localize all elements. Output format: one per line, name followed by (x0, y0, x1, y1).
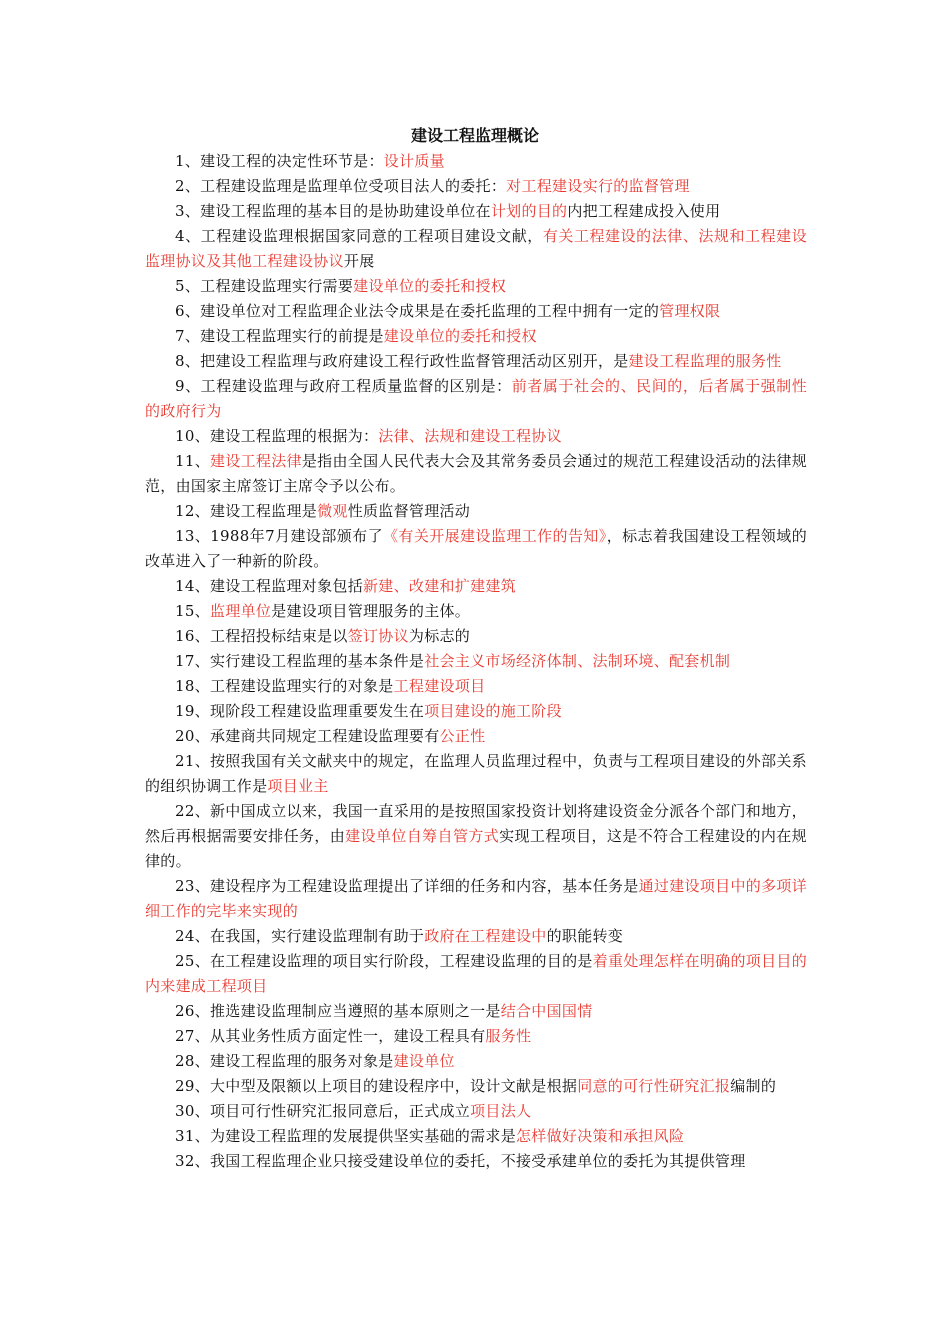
list-item (145, 649, 807, 674)
question-text: 编制的 (730, 1077, 777, 1095)
list-item (145, 149, 807, 174)
answer-text: 怎样做好决策和承担风险 (516, 1127, 685, 1145)
answer-text: 公正性 (439, 727, 486, 745)
question-text: 30、项目可行性研究汇报同意后，正式成立 (175, 1102, 471, 1120)
question-text: 8、把建设工程监理与政府建设工程行政性监督管理活动区别开，是 (175, 352, 629, 370)
list-item (145, 1149, 807, 1174)
list-item (145, 1074, 807, 1099)
question-list (145, 149, 807, 1174)
list-item (145, 299, 807, 324)
answer-text: 微观 (317, 502, 348, 520)
answer-text: 结合中国国情 (500, 1002, 593, 1020)
list-item (145, 874, 807, 924)
answer-text: 着重处理怎样在明确的项目目的内来建成工程项目 (145, 952, 808, 995)
answer-text: 服务性 (485, 1027, 532, 1045)
question-text: 28、建设工程监理的服务对象是 (175, 1052, 394, 1070)
question-text: 为标志的 (408, 627, 471, 645)
question-text: 4、工程建设监理根据国家同意的工程项目建设文献， (175, 227, 543, 245)
document-title: 建设工程监理概论 (410, 126, 539, 145)
question-text: 20、承建商共同规定工程建设监理要有 (175, 727, 440, 745)
question-text: 5、工程建设监理实行需要 (175, 277, 354, 295)
question-text: 是指由全国人民代表大会及其常务委员会通过的规范工程建设活动的法律规范，由国家主席签订主席令予以公布。 (145, 452, 807, 495)
answer-text: 有关工程建设的法律、法规和工程建设监理协议及其他工程建设协议 (145, 227, 808, 270)
list-item (145, 374, 807, 424)
answer-text: 前者属于社会的、民间的，后者属于强制性的政府行为 (145, 377, 807, 420)
list-item (145, 349, 807, 374)
question-text: 实现工程项目，这是不符合工程建设的内在规律的。 (145, 827, 807, 870)
list-item (145, 724, 807, 749)
question-text: 17、实行建设工程监理的基本条件是 (175, 652, 425, 670)
answer-text: 对工程建设实行的监督管理 (506, 177, 690, 195)
list-item (145, 449, 807, 499)
list-item (145, 999, 807, 1024)
question-text: 1、建设工程的决定性环节是： (175, 152, 384, 170)
question-text: 10、建设工程监理的根据为： (175, 427, 379, 445)
list-item (145, 699, 807, 724)
answer-text: 项目法人 (470, 1102, 532, 1120)
answer-text: 建设单位的委托和授权 (353, 277, 507, 295)
list-item (145, 599, 807, 624)
answer-text: 工程建设项目 (393, 677, 486, 695)
list-item (145, 324, 807, 349)
list-item (145, 1099, 807, 1124)
question-text: 25、在工程建设监理的项目实行阶段，工程建设监理的目的是 (175, 952, 593, 970)
list-item (145, 524, 807, 574)
question-text: 29、大中型及限额以上项目的建设程序中，设计文献是根据 (175, 1077, 578, 1095)
answer-text: 政府在工程建设中 (424, 927, 547, 945)
answer-text: 设计质量 (383, 152, 445, 170)
question-text: 3、建设工程监理的基本目的是协助建设单位在 (175, 202, 491, 220)
list-item (145, 674, 807, 699)
question-text: 32、我国工程监理企业只接受建设单位的委托，不接受承建单位的委托为其提供管理 (175, 1152, 746, 1170)
answer-text: 建设单位 (393, 1052, 455, 1070)
question-text: 16、工程招投标结束是以 (175, 627, 348, 645)
question-text: 31、为建设工程监理的发展提供坚实基础的需求是 (175, 1127, 516, 1145)
answer-text: 监理单位 (210, 602, 272, 620)
question-text: 18、工程建设监理实行的对象是 (175, 677, 394, 695)
question-text: 27、从其业务性质方面定性一，建设工程具有 (175, 1027, 486, 1045)
question-text: 2、工程建设监理是监理单位受项目法人的委托： (175, 177, 507, 195)
answer-text: 法律、法规和建设工程协议 (378, 427, 562, 445)
list-item (145, 224, 807, 274)
question-text: 是建设项目管理服务的主体。 (271, 602, 471, 620)
answer-text: 项目业主 (267, 777, 329, 795)
question-text: 21、按照我国有关文献夹中的规定，在监理人员监理过程中，负责与工程项目建设的外部关系的组织协调工作是 (145, 752, 807, 795)
list-item (145, 924, 807, 949)
list-item (145, 1049, 807, 1074)
question-text: 性质监督管理活动 (347, 502, 471, 520)
question-text: 24、在我国，实行建设监理制有助于 (175, 927, 425, 945)
question-text: 26、推选建设监理制应当遵照的基本原则之一是 (175, 1002, 501, 1020)
list-item (145, 799, 807, 874)
list-item (145, 574, 807, 599)
answer-text: 建设工程监理的服务性 (628, 352, 782, 370)
question-text: 6、建设单位对工程监理企业法令成果是在委托监理的工程中拥有一定的 (175, 302, 660, 320)
answer-text: 同意的可行性研究汇报 (577, 1077, 731, 1095)
list-item (145, 1024, 807, 1049)
answer-text: 计划的目的 (490, 202, 568, 220)
question-text: 15、 (175, 602, 210, 620)
question-text: ，标志着我国建设工程领域的改革进入了一种新的阶段。 (145, 527, 807, 570)
answer-text: 项目建设的施工阶段 (424, 702, 562, 720)
question-text: 12、建设工程监理是 (175, 502, 318, 520)
list-item (145, 624, 807, 649)
list-item (145, 174, 807, 199)
answer-text: 建设单位自筹自管方式 (345, 827, 500, 845)
list-item (145, 199, 807, 224)
question-text: 19、现阶段工程建设监理重要发生在 (175, 702, 425, 720)
list-item (145, 749, 807, 799)
answer-text: 《有关开展建设监理工作的告知》 (382, 527, 607, 545)
list-item (145, 499, 807, 524)
question-text: 22、新中国成立以来，我国一直采用的是按照国家投资计划将建设资金分派各个部门和地方，然后再根据需要安排任务，由 (145, 802, 807, 845)
answer-text: 建设单位的委托和授权 (383, 327, 537, 345)
question-text: 13、1988年7月建设部颁布了 (175, 527, 383, 545)
answer-text: 新建、改建和扩建建筑 (363, 577, 517, 595)
answer-text: 通过建设项目中的多项详细工作的完毕来实现的 (145, 877, 808, 920)
list-item (145, 949, 807, 999)
list-item (145, 274, 807, 299)
question-text: 内把工程建成投入使用 (567, 202, 721, 220)
question-text: 9、工程建设监理与政府工程质量监督的区别是： (175, 377, 512, 395)
question-text: 11、 (175, 452, 211, 470)
question-text: 7、建设工程监理实行的前提是 (175, 327, 384, 345)
answer-text: 建设工程法律 (210, 452, 302, 470)
question-text: 14、建设工程监理对象包括 (175, 577, 363, 595)
question-text: 的职能转变 (546, 927, 624, 945)
answer-text: 社会主义市场经济体制、法制环境、配套机制 (424, 652, 731, 670)
question-text: 23、建设程序为工程建设监理提出了详细的任务和内容，基本任务是 (175, 877, 639, 895)
list-item (145, 1124, 807, 1149)
list-item (145, 424, 807, 449)
answer-text: 签订协议 (347, 627, 409, 645)
question-text: 开展 (343, 252, 375, 270)
answer-text: 管理权限 (659, 302, 721, 320)
